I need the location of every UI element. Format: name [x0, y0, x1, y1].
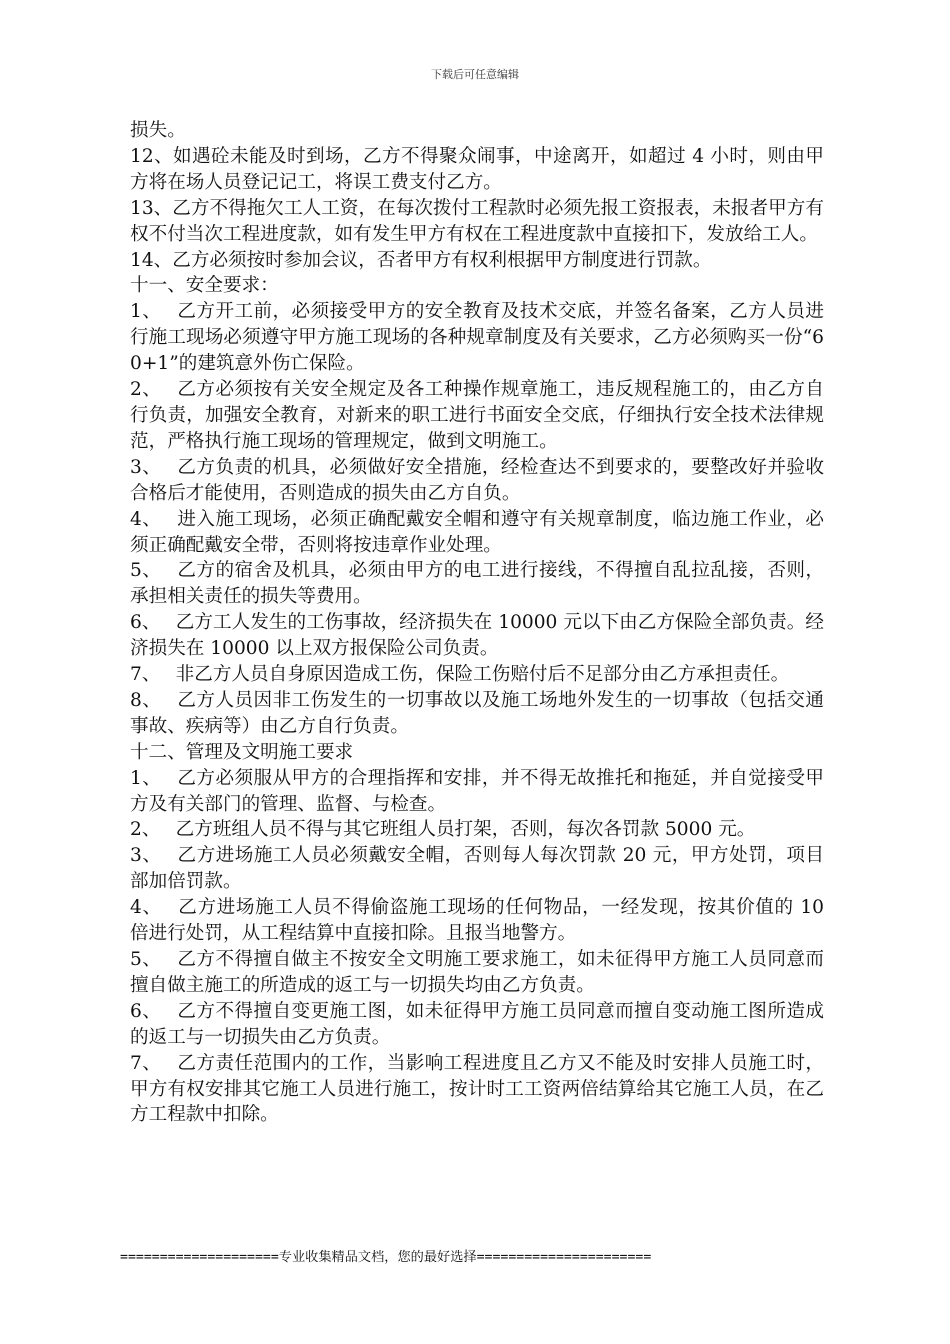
safety-item-5: 5、 乙方的宿舍及机具，必须由甲方的电工进行接线，不得擅自乱拉乱接，否则，承担相关责任的损失等费用。 — [130, 560, 824, 608]
management-item-7: 7、 乙方责任范围内的工作，当影响工程进度且乙方又不能及时安排人员施工时，甲方有权安排其它施工人员进行施工，按计时工工资两倍结算给其它施工人员，在乙方工程款中扣除。 — [130, 1052, 824, 1126]
section-heading-management: 十二、管理及文明施工要求 — [130, 741, 354, 763]
safety-item-3: 3、 乙方负责的机具，必须做好安全措施，经检查达不到要求的，要整改好并验收合格后才能使用，否则造成的损失由乙方自负。 — [130, 456, 824, 504]
paragraph-loss: 损失。 — [130, 120, 186, 141]
safety-item-8: 8、 乙方人员因非工伤发生的一切事故以及施工场地外发生的一切事故（包括交通事故、疾病等）由乙方自行负责。 — [130, 689, 824, 737]
safety-item-7: 7、 非乙方人员自身原因造成工伤，保险工伤赔付后不足部分由乙方承担责任。 — [130, 664, 790, 686]
page-header: 下载后可任意编辑 — [431, 68, 519, 81]
paragraph-13: 13、乙方不得拖欠工人工资，在每次拨付工程款时必须先报工资报表，未报者甲方有权不付当次工程进度款，如有发生甲方有权在工程进度款中直接扣下，发放给工人。 — [130, 197, 824, 245]
management-item-6: 6、 乙方不得擅自变更施工图，如未征得甲方施工员同意而擅自变动施工图所造成的返工与一切损失由乙方负责。 — [130, 1000, 824, 1048]
document-body — [130, 118, 824, 1128]
management-item-1: 1、 乙方必须服从甲方的合理指挥和安排，并不得无故推托和拖延，并自觉接受甲方及有关部门的管理、监督、与检查。 — [130, 767, 824, 815]
safety-item-6: 6、 乙方工人发生的工伤事故，经济损失在 10000 元以下由乙方保险全部负责。经济损失在 10000 以上双方报保险公司负责。 — [130, 612, 824, 660]
safety-item-4: 4、 进入施工现场，必须正确配戴安全帽和遵守有关规章制度，临边施工作业，必须正确配戴安全带，否则将按违章作业处理。 — [130, 508, 824, 556]
management-item-4: 4、 乙方进场施工人员不得偷盗施工现场的任何物品，一经发现，按其价值的 10 倍进行处罚，从工程结算中直接扣除。且报当地警方。 — [130, 897, 824, 945]
safety-item-1: 1、 乙方开工前，必须接受甲方的安全教育及技术交底，并签名备案，乙方人员进行施工现场必须遵守甲方施工现场的各种规章制度及有关要求，乙方必须购买一份“60+1”的建筑意外伤亡保险。 — [130, 301, 824, 375]
paragraph-12: 12、如遇砼未能及时到场，乙方不得聚众闹事，中途离开，如超过 4 小时，则由甲方将在场人员登记记工，将误工费支付乙方。 — [130, 145, 824, 193]
section-heading-safety: 十一、安全要求： — [130, 275, 279, 297]
page-footer: ====================专业收集精品文档，您的最好选择====================== — [120, 1250, 652, 1265]
management-item-2: 2、 乙方班组人员不得与其它班组人员打架，否则，每次各罚款 5000 元。 — [130, 819, 756, 841]
management-item-3: 3、 乙方进场施工人员必须戴安全帽，否则每人每次罚款 20 元，甲方处罚，项目部加倍罚款。 — [130, 845, 824, 893]
safety-item-2: 2、 乙方必须按有关安全规定及各工种操作规章施工，违反规程施工的，由乙方自行负责，加强安全教育，对新来的职工进行书面安全交底，仔细执行安全技术法律规范，严格执行施工现场的管理规定，做到文明施工。 — [130, 379, 824, 452]
management-item-5: 5、 乙方不得擅自做主不按安全文明施工要求施工，如未征得甲方施工人员同意而擅自做主施工的所造成的返工与一切损失均由乙方负责。 — [130, 949, 824, 996]
paragraph-14: 14、乙方必须按时参加会议，否者甲方有权利根据甲方制度进行罚款。 — [130, 249, 712, 271]
